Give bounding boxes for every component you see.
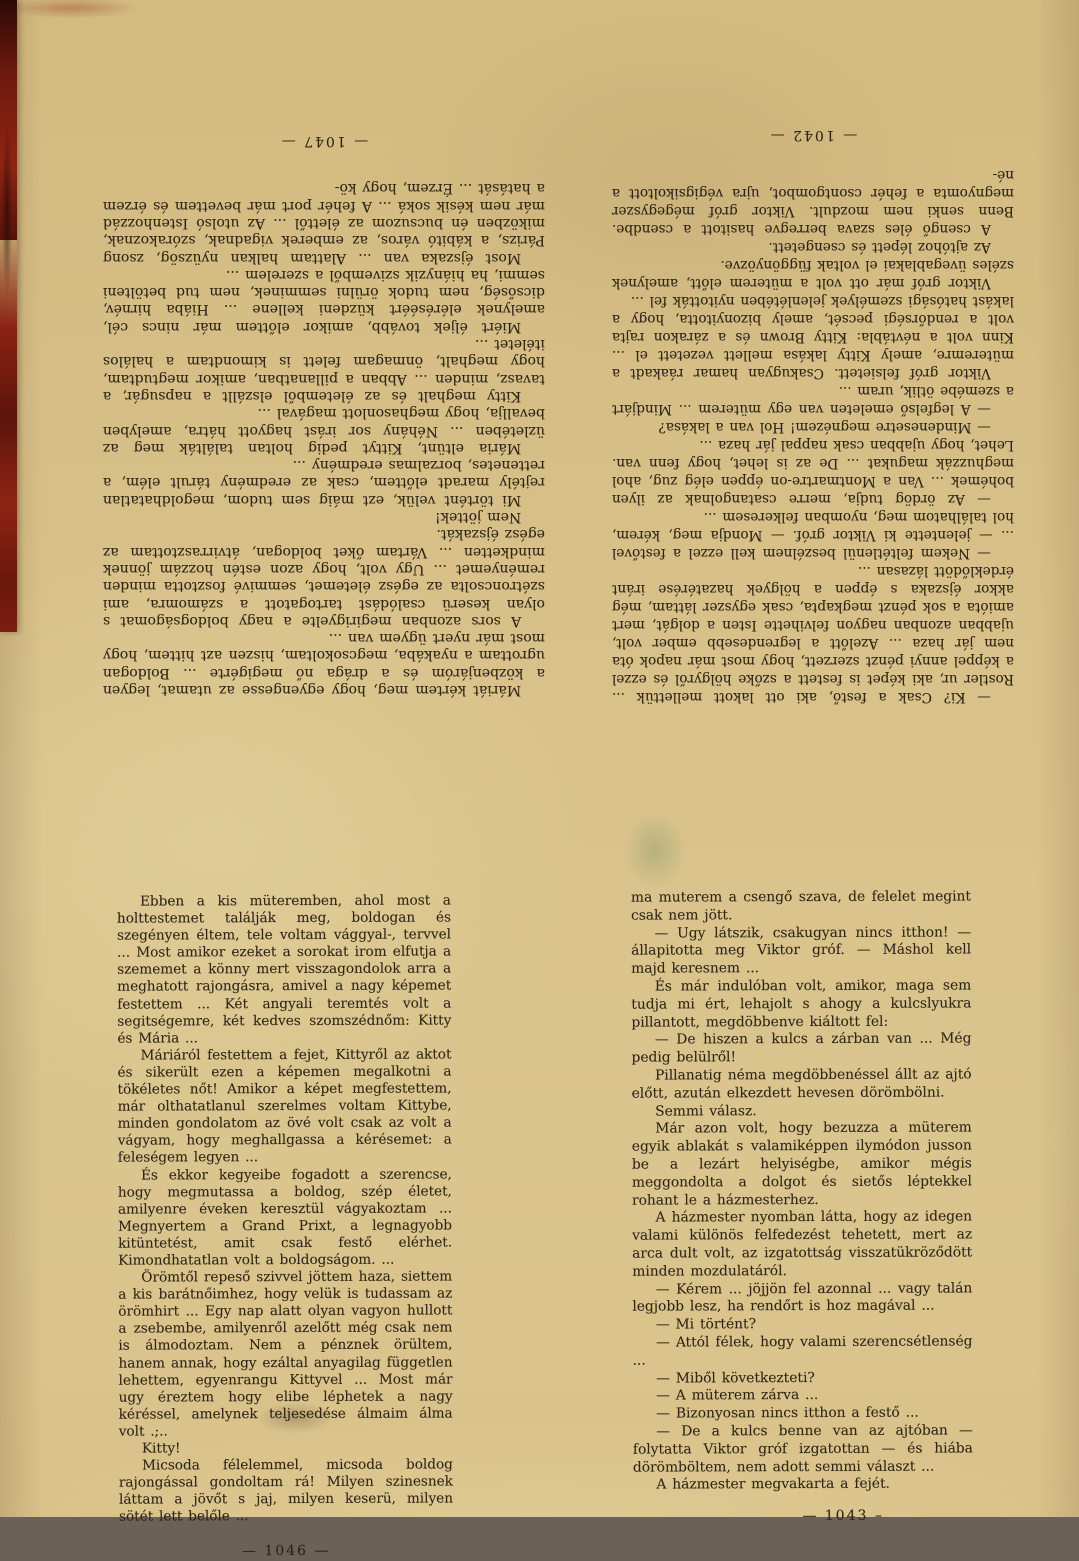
page-1043-column (631, 888, 973, 1526)
paragraph: Viktor gróf már ott volt a müterem előtt, amelynek széles üvegablakai el voltak függönyözve. (612, 257, 1014, 291)
paragraph: Mi történt velük, ezt máig sem tudom, megoldhatatlan rejtély maradt előttem, csak az eredmény tárult elém, a rettenetes, borzalmas eredmény ... (103, 457, 545, 508)
page-1047-column (103, 132, 545, 698)
paragraph: A házmester nyomban látta, hogy az idegen valami különös felfedezést tehetett, mert az arca dult volt, az izgatottság visszatükröződött minden mozdulatáról. (632, 1208, 973, 1280)
paragraph: Az ajtóhoz lépett és csengetett. (768, 239, 991, 255)
paragraph: — Nekem feltétlenül beszélnem kell ezzel a festővel ... — jelentette ki Viktor gróf. — Mondja meg, kérem, hol találhatom meg, nyomban felkeresem ... (612, 509, 1014, 561)
page-1046-column (117, 892, 453, 1561)
paragraph: Miért éljek tovább, amikor előttem már nincs cél, amelynek eléréséért küzdeni kellene ... Hiába hirnév, dicsőség, nem tudok örülni semminek, nem tud betölteni semmi, ha hiányzik szivemből a szerelem ... (103, 266, 545, 335)
paragraph: A csengő éles szava berregve hasitott a csendbe. Benn senki nem mozdult. Viktor gróf mégegyszer megnyomta a fehér csontgombot, ujra végigsikoltott a né- (612, 167, 1014, 237)
paragraph: — Ki? Csak a festő, aki ott lakott mellettük ... Rostler ur, aki képet is festett a szőke hölgyről és ezzel a képpel annyi pénzt szerzett, hogy most már napok óta nem jár haza ... Azelőtt a legrendesebb ember volt, ujabban azonban nagyon felvihette Isten a dolgát, mert amióta a sok pénzt megkapta, csak egyszer láttam, még akkor éjszaka s éppen a hölgyek hazatérése iránt érdeklődött lázasan ... (612, 563, 1014, 705)
page-1043-text (631, 888, 973, 1494)
paragraph: Most éjszaka van ... Alattam halkan nyüzsög, zsong Párizs, a kábitó város, az emberek vigadnak, szórakoznak, miközben én bucsuzom az élettől ... Az utolsó Istenhozzád már nem késik soká ... A fehér port már bevettem és érzem a hatását ... Érzem, hogy kö- (103, 180, 545, 266)
paragraph: — A legfelső emeleten van egy müterem ... Mindjárt a szemébe ötlik, uram ... (612, 383, 1014, 417)
page-1043-number: — 1043 – (802, 1507, 884, 1525)
page-1042-number: — 1042 — (768, 127, 858, 143)
paragraph: ma muterem a csengő szava, de felelet megint csak nem jött. (630, 888, 971, 924)
paragraph: — Ugy látszik, csakugyan nincs itthon! — állapitotta meg Viktor gróf. — Máshol kell majd keresnem ... (631, 924, 972, 977)
page-1042-column (612, 126, 1014, 706)
paragraph: Ebben a kis müteremben, ahol most a holttestemet találják meg, boldogan és szegényen éltem, tele voltam vággyal-, tervvel ... Most amikor ezeket a sorokat irom elfutja a szememet a könny mert visszagondolok arra a meghatott rajongásra, amivel a nagy képemet festettem ... Két angyali teremtés volt a segitségemre, két kedves szomszédnőm: Kitty és Mária ... (116, 892, 452, 1047)
paragraph: Már azon volt, hogy bezuzza a müterem egyik ablakát s valamiképpen ilymódon jusson be a lezárt helyiségbe, amikor mégis meggondolta a dolgot és sietős léptekkel rohant le a házmesterhez. (631, 1119, 972, 1209)
binding-ink-stain (0, 0, 17, 632)
paragraph: A sors azonban megirigyelte a nagy boldogságomat s olyan keserü csalódást tartogatott a számomra, ami szétroncsolta az egész életemet, semmivé fosztotta minden reményemet ... Ugy volt, hogy azon estén hozzám jönnek mindketten ... Vártam őket boldogan, átvirrasztottam az egész éjszakát. (103, 526, 545, 629)
paragraph: — Miből következteti? (656, 1369, 815, 1387)
paragraph: — A müterem zárva ... (656, 1387, 819, 1404)
paragraph: Mária eltünt, Kittyt pedig holtan találták meg az üzletében ... Néhány sor irást hagyott hátra, amelyben bevallja, hogy meghasonlott magával ... (103, 405, 545, 456)
page-1047-text (103, 179, 545, 698)
paragraph: — Attól félek, hogy valami szerencsétlenség ... (632, 1333, 973, 1369)
paragraph: — Az ördög tudja, merre csatangolnak az ilyen bohémek ... Van a Montmartre-on éppen elég zug, ahol meghuzzák magukat ... De az is lehet, hogy fenn van. Lehet, hogy ujabban csak nappal jár haza ... (612, 437, 1014, 507)
paragraph: — Mindenesetre megnézem! Hol van a lakása? (658, 419, 991, 435)
paragraph: Nem jöttek! (435, 509, 522, 526)
page-1042-text (612, 166, 1014, 706)
page-1046-text (117, 892, 453, 1526)
paragraph: Semmi válasz. (655, 1102, 757, 1120)
paragraph: Micsoda félelemmel, micsoda boldog rajongással gondoltam rá! Milyen szinesnek láttam a jövőt s jaj, milyen keserü, milyen sötét lett belőle ... (118, 1456, 453, 1525)
paragraph: A házmester megvakarta a fejét. (656, 1475, 890, 1493)
paragraph: Kitty meghalt és az életemből elszállt a napsugár, a tavasz, minden ... Abban a pillanatban, amikor megtudtam, hogy meghalt, önmagam felett is kimondtam a halálos itéletet ... (103, 336, 545, 404)
paragraph: És ekkor kegyeibe fogadott a szerencse, hogy megmutassa a boldog, szép életet, amilyenre éveken keresztül vágyakoztam ... Megnyertem a Grand Prixt, a legnagyobb kitüntetést, amit csak festő elérhet. Kimondhatatlan volt a boldogságom. ... (117, 1165, 453, 1269)
paragraph: — De hiszen a kulcs a zárban van ... Még pedig belülről! (631, 1030, 972, 1066)
paragraph: Máriáról festettem a fejet, Kittyről az aktot és sikerült ezen a képemen megalkotni a tökéletes nőt! Amikor a képet megfestettem, már olthatatlanul szerelmes voltam Kittybe, minden gondolatom az övé volt csak az volt a vágyam, hogy meghallgassa a kérésemet: a feleségem legyen ... (117, 1046, 452, 1166)
paragraph: Viktor gróf felsietett. Csakugyan hamar ráakadt a müteremre, amely Kitty lakása mellett vezetett el ... Kinn volt a névtábla: Kitty Brown és a zárakon rajta volt a rendőrségi pecsét, amely bizonyitotta, hogy a lakást hatósági személyek jelenlétében nyitották fel ... (612, 293, 1014, 381)
paragraph: — Kérem ... jöjjön fel azonnal ... vagy talán legjobb lesz, ha rendőrt is hoz magával ... (632, 1279, 973, 1315)
paragraph: Máriát kértem meg, hogy egyengesse az utamat, legyen a közbenjáróm és a drága nő megigérte ... Boldogan ugrottam a nyakába, megcsokoltam, hiszen azt hittem, hogy most már nyert ügyem van ... (103, 630, 545, 698)
page-1047-number: — 1047 — (279, 133, 369, 150)
paragraph: — Bizonyosan nincs itthon a festő ... (656, 1404, 919, 1422)
paragraph: Pillanatig néma megdöbbenéssel állt az ajtó előtt, azután elkezdett hevesen dörömbölni. (631, 1066, 972, 1102)
paragraph: Kitty! (141, 1440, 181, 1457)
paragraph: — De a kulcs benne van az ajtóban — folytatta Viktor gróf izgatottan — és hiába dörömböltem, nem adott semmi választ ... (632, 1422, 973, 1476)
paragraph: — Mi történt? (655, 1316, 756, 1333)
page-1046-number: — 1046 — (241, 1543, 331, 1560)
paragraph: És már indulóban volt, amikor, maga sem tudja mi ért, lehajolt s ahogy a kulcslyukra pillantott, megdöbbenve kiáltott fel: (631, 977, 972, 1031)
paragraph: Örömtől repeső szivvel jöttem haza, siettem a kis barátnőimhez, hogy velük is tudassam az örömhirt ... Egy nap alatt olyan vagyon hullott a zsebembe, amilyenről azelőtt még csak nem is álmodoztam. Nem a pénznek örültem, hanem annak, hogy ezáltal anyagilag független lehettem, egyenrangu Kittyvel ... Most már ugy éreztem hogy elibe léphetek a nagy kéréssel, amelynek teljesedése álmaim álma volt .;.. (118, 1268, 453, 1440)
